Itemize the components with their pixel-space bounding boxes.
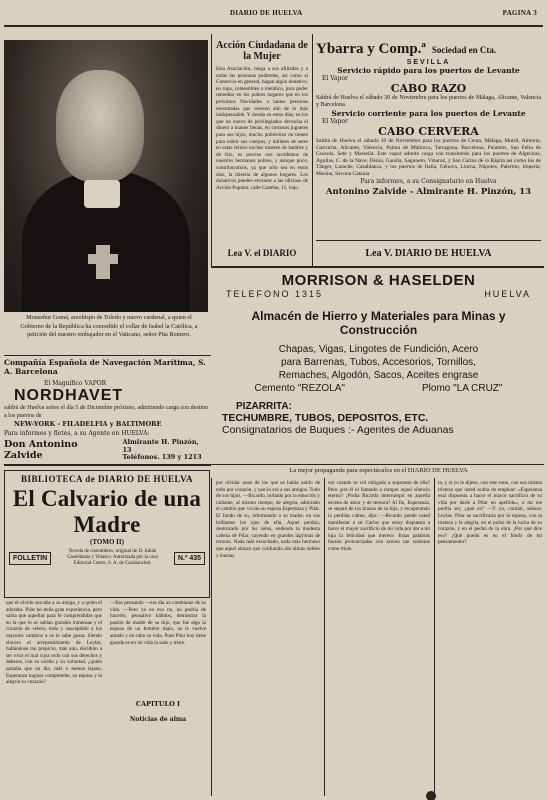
ybarra-vapor1: CABO RAZO (390, 82, 467, 95)
folletin-title: El Calvario de una Madre (12, 486, 202, 537)
morrison-line2: para Barrenas, Tubos, Accesorios, Tornillos, (281, 357, 476, 368)
section-rule (211, 266, 544, 268)
morrison-cemento: Cemento "REZOLA" (254, 383, 345, 394)
morrison-line1: Chapas, Vigas, Lingotes de Fundición, Acero (278, 344, 479, 355)
morrison-plomo: Plomo "LA CRUZ" (422, 383, 503, 394)
chapter-subtitle: Noticias de alma (129, 716, 187, 723)
ybarra-vapor2: CABO CERVERA (378, 125, 479, 138)
header-rule (4, 25, 543, 27)
accion-body: Esta Asociación, ruega a sus afiliadas y a todas las personas pudientes, así como al Comercio en general, hagan algún donativo, en ropa, comestibles o metálico, para poder remediar en los pobres hogares que en los próximos Navidades a tantas personas necesitadas que carecen aún de lo más indispensable. Y siendo en estos días, en los que un nuevo de privilegiados derrocha el dinero a manos llenas, en costosos juguetes para sus hijos, mucho pobrecitos no tienen para cubrir sus cuerpos, y millares de seres en estas felices noches mueren de hambre y de frío, es preciso nos acordemos de nuestros hermanos pobres, y aunque poco, contribuyamos, ya que sólo sea en estos días, la miseria de algunos hogares. Los donativos pueden enviarse a las oficinas de Acción Popular, calle Castelar, 11, bajo. (216, 66, 308, 191)
lea-diario-right: Lea V. DIARIO DE HUELVA (365, 248, 492, 259)
section-rule (4, 464, 211, 466)
chapter-label: CAPITULO I (135, 700, 181, 708)
biblioteca-head: BIBLIOTECA de DIARIO DE HUELVA (20, 474, 194, 484)
folletin-box (4, 470, 210, 598)
compania-ad (4, 358, 208, 462)
compania-phones: Teléfonos. 139 y 1213 (122, 453, 202, 461)
compania-text: saldrá de Huelva sobre el día 5 de Diciembre próximo, admitiendo carga con destino a los puertos de (4, 405, 208, 419)
header-title: DIARIO DE HUELVA (230, 9, 303, 17)
morrison-city: HUELVA (484, 289, 531, 299)
column-divider (434, 478, 435, 796)
ybarra-vapor1-label: El Vapor (322, 75, 348, 82)
photo-caption: Monseñor Gomá, arzobispo de Toledo y nuevo cardenal, a quien el Gobierno de la República ha concedido el collar de Isabel la Católica, a petición del nuestro embajador en el Vaticano, señor Pita Romero. (20, 314, 198, 338)
compania-agent: Don Antonino Zalvide (4, 439, 78, 462)
morrison-piz-label: PIZARRITA: (236, 401, 292, 412)
ybarra-vapor2-label: El Vapor (322, 118, 348, 125)
morrison-ad (216, 272, 541, 436)
column-divider (211, 34, 212, 266)
compania-addr: Almirante H. Pinzón, 13 (122, 438, 199, 454)
folletin-label: FOLLETIN (9, 552, 51, 565)
morrison-tel: TELEFONO 1315 (226, 289, 324, 299)
morrison-piz: TECHUMBRE, TUBOS, DEPOSITOS, ETC. (222, 412, 429, 424)
ybarra-service2: Servicio corriente para los puertos de Levante (331, 109, 526, 118)
accion-title: Acción Ciudadana de la Mujer (216, 40, 308, 62)
page-dot-icon (426, 786, 436, 800)
morrison-consig: Consignatarios de Buques :- Agentes de Aduanas (222, 424, 454, 436)
section-rule (211, 464, 544, 465)
compania-title: Compañía Española de Navegación Marítima, S. A. Barcelona (4, 358, 206, 376)
ybarra-city: SEVILLA (406, 59, 451, 66)
compania-vapor: NORDHAVET (14, 387, 124, 404)
column-3: por olvidar unos de los que se había unido de todo por corazón, y que lo era a sus amigos. Todo de sus hijos. —Ricardo, turbado por la emoción y radiante, al mismo tiempo, de alegría, admirado el cambio que vivían su esposa Esperanza y Pilar. El fondo de su, informando a su madre, en sus brillantes los ojos de ella. Aquel perdón, destrozado por los celos, endeuda la modesta cabeza de Pilar, cayendo en grandes lágrimas de ternura. Nada más escuchado, nada más hermoso que aquel abrazo que confundía dos almas nobles y buenas. (216, 480, 320, 559)
page-number: PAGINA 3 (502, 9, 537, 17)
column-1: que el olvido surcaba a su amiga, y a quien él adoraba. Pilar no tenía gran experiencia, pero sabía que aquellas para fe comprendidas que en la que lo se sabían grandes inmensas y el corazón de velero, todo y susceptible a los mayores cambios a se le sabe gusta. Siendo sincero el arrepentimiento de Leylas, hallándose tan propicio, más aún, decidido a ser vivir el mal cuya todo con sus derechos y deberes, con su cariño y su voluntad, ¿quién quitaba que un día, más o menos lejano, Esperanza lograra comprender, su esposa y la alegría su corazón? (6, 600, 102, 686)
ybarra-vapor2-text: Saldrá de Huelva el sábado 30 de Noviembre para los puertos de Ceuta, Málaga, Motril, Almería, Garrucha, Alicante, Valencia, Palma de Mallorca, Tarragona, Barcelona, Palamós, San Feliu de Guixols, Sete y Marsella. Este vapor admite carga con transbordo para los puertos de Algeciras, Aguilas, C. de la Nave, Denia, Gandía, Saguneto, Vinaroz, y San Carlos de la Rápita así como los de Tánger, Larache, Casablanca, y los puertos de Italia, Génova, Liorna, Nápoles, Palermo, Imperia, Mesina, Savona Catania (316, 138, 541, 177)
ybarra-soc: Sociedad en Cta. (431, 45, 497, 55)
compania-info: Para informes y fletes, a su Agente en HUELVA: (4, 430, 150, 437)
ybarra-name: Ybarra y Comp.ª (316, 41, 426, 57)
column-5: ta, y si yo le dijese, con este tono, con esa misma tristeza que usted acaba de emplear: «Esperanza está dispuesta a hacer el mayor sacrificio de su vida por darle a Pilar un apellido», a mí me podría ser, ¿qué es? —Y yo, cordial, señora: Leylas. Pilar se sacrificaría por la esposa, con la tristeza y la alegría, en el pulso de la lucha de su corazón, y en el pecho de la obra. ¡Por qué dice eso? ¡Qué puedo es en el fondo de mi pensamiento? (438, 480, 542, 546)
lea-diario-left: Lea V. el DIARIO (227, 248, 297, 258)
folletin-tomo: (TOMO II) (90, 538, 124, 546)
column-4: mo cuando se vió obligado a separarse de ella? Pero ¡era él el llamado a romper aquel silencio eterno? ¡Podía Ricardo interrumpir en aquella escena de amor y de ternura? Al fin, Esperanza, se separó de los brazos de su hija, y recuperando la perdida calma, dijo: —Ricardo puede usted manifestar a sir Carlos que estoy dispuesta a hacer el mayor sacrificio de mi vida por dar a mi hija la felicidad que merece. Estas palabras fueron pronunciadas con acento tan solemne como triste. (328, 480, 430, 552)
column-divider (211, 478, 212, 796)
column-2: —Ese pensando —era día un cambiante de su vida. —Pero yo en eso no, no podría de hacerlo; pensativo hábitos, demostrar la pasión de madre de su hijo, que fue algo la esposa de un hombre malo, se le vuelve amado y en cabo su vida. Pues Pilar hoy tiene guarda es en mi vida la sabe y triste. (110, 600, 206, 646)
morrison-line3: Remaches, Algodón, Sacos, Aceites engrase (278, 370, 479, 381)
ybarra-service1: Servicio rápido para los puertos de Levante (337, 66, 520, 75)
page-header (0, 3, 547, 25)
ybarra-rule (316, 240, 541, 241)
ybarra-vapor1-text: Saldrá de Huelva el sábado 30 de Noviembre para los puertos de Málaga, Alicante, Valencia y Barcelona. (316, 95, 541, 108)
folletin-credit: Novela de costumbres, original de D. Julián Castellanos y Velasco. Autorizada por la casa Editorial Castro, S. A. de Carabanchel. (67, 549, 158, 566)
ybarra-agent: Antonino Zalvide - Almirante H. Pinzón, 13 (325, 186, 532, 197)
morrison-headline: Almacén de Hierro y Materiales para Minas y Construcción (251, 309, 506, 337)
section-rule (4, 355, 211, 356)
morrison-name: MORRISON & HASELDEN (281, 272, 476, 289)
folletin-number: N.º 435 (174, 552, 205, 565)
ybarra-info: Para informes, a su Consignatario en Huelva (360, 177, 497, 185)
ticker-text: La mejor propaganda para espectáculos en el DIARIO DE HUELVA (289, 467, 468, 474)
compania-dest: NEW-YORK - FILADELFIA y BALTIMORE (14, 420, 162, 428)
column-divider (312, 34, 313, 266)
portrait-photo (4, 40, 208, 312)
compania-vapor-label: El Magnífico VAPOR (44, 380, 107, 387)
ybarra-ad (316, 38, 541, 197)
column-divider (324, 478, 325, 796)
